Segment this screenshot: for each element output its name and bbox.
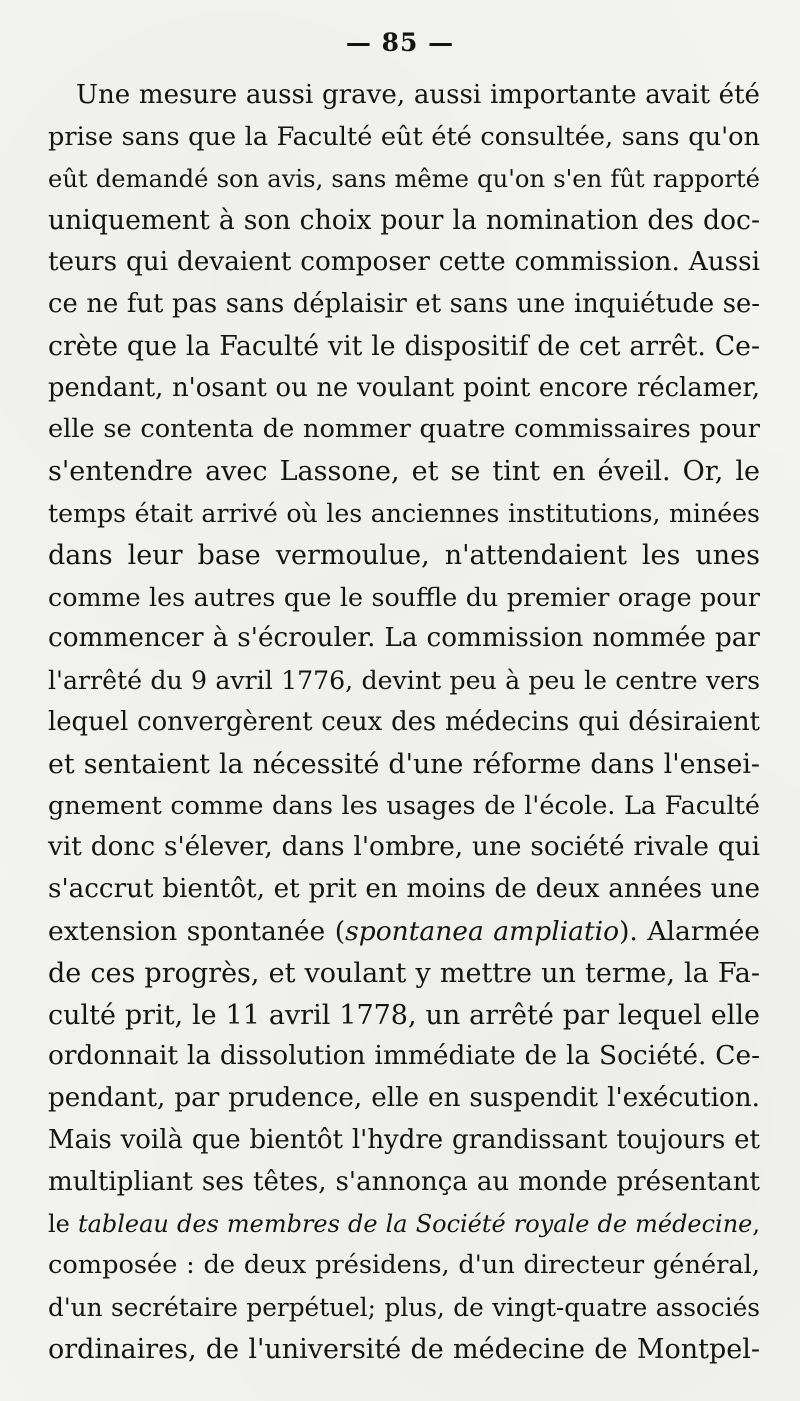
text-line: elle se contenta de nommer quatre commissaires pour bbox=[48, 414, 760, 445]
italic-title: tableau des membres de la Société royale de médecine bbox=[77, 1209, 753, 1238]
text-line: eût demandé son avis, sans même qu'on s'en fût rapporté bbox=[48, 164, 760, 193]
text-line: pendant, n'osant ou ne voulant point encore réclamer, bbox=[48, 372, 760, 403]
text-line: ordonnait la dissolution immédiate de la Société. Ce- bbox=[48, 1041, 760, 1072]
text-line: de ces progrès, et voulant y mettre un terme, la Fa- bbox=[48, 957, 760, 989]
page-number: — 85 — bbox=[345, 28, 455, 57]
text-line: vit donc s'élever, dans l'ombre, une société rivale qui bbox=[48, 832, 760, 863]
text-line: commencer à s'écrouler. La commission nommée par bbox=[48, 623, 760, 654]
text-line: s'accrut bientôt, et prit en moins de deux années une bbox=[48, 874, 760, 905]
text-line: pendant, par prudence, elle en suspendit l'exécution. bbox=[48, 1083, 760, 1114]
text-line: s'entendre avec Lassone, et se tint en éveil. Or, le bbox=[48, 456, 760, 488]
text-line: Une mesure aussi grave, aussi importante avait été bbox=[76, 80, 760, 110]
text-line bbox=[48, 1204, 760, 1246]
text-line: Mais voilà que bientôt l'hydre grandissant toujours et bbox=[48, 1124, 760, 1155]
text-line: composée : de deux présidens, d'un directeur général, bbox=[48, 1250, 760, 1281]
italic-title: spontanea ampliatio bbox=[345, 915, 620, 947]
text-segment: le bbox=[48, 1209, 78, 1238]
text-line: d'un secrétaire perpétuel; plus, de vingt-quatre associés bbox=[48, 1293, 760, 1323]
body-text bbox=[48, 75, 760, 1371]
text-line: et sentaient la nécessité d'une réforme dans l'ensei- bbox=[48, 748, 760, 780]
text-line: comme les autres que le souffle du premier orage pour bbox=[48, 581, 760, 612]
text-line bbox=[48, 911, 760, 953]
text-line: l'arrêté du 9 avril 1776, devint peu à peu le centre vers bbox=[48, 666, 760, 696]
text-segment: ). Alarmée bbox=[619, 915, 760, 947]
text-segment: , bbox=[752, 1209, 760, 1238]
text-line: culté prit, le 11 avril 1778, un arrêté par lequel elle bbox=[48, 999, 760, 1031]
text-line: gnement comme dans les usages de l'école. La Faculté bbox=[48, 790, 760, 821]
text-line: uniquement à son choix pour la nomination des doc- bbox=[48, 205, 760, 237]
text-line: lequel convergèrent ceux des médecins qui désiraient bbox=[48, 706, 760, 737]
text-line: dans leur base vermoulue, n'attendaient les unes bbox=[48, 539, 760, 571]
text-line: teurs qui devaient composer cette commission. Aussi bbox=[48, 247, 760, 278]
text-line: ce ne fut pas sans déplaisir et sans une inquiétude se- bbox=[48, 288, 760, 319]
text-line: multipliant ses têtes, s'annonça au monde présentant bbox=[48, 1166, 760, 1197]
text-line: temps était arrivé où les anciennes institutions, minées bbox=[48, 498, 760, 528]
text-line: crète que la Faculté vit le dispositif de cet arrêt. Ce- bbox=[48, 330, 760, 362]
text-line: prise sans que la Faculté eût été consultée, sans qu'on bbox=[48, 121, 760, 152]
text-segment: extension spontanée ( bbox=[48, 915, 346, 947]
text-line: ordinaires, de l'université de médecine de Montpel- bbox=[48, 1333, 760, 1365]
